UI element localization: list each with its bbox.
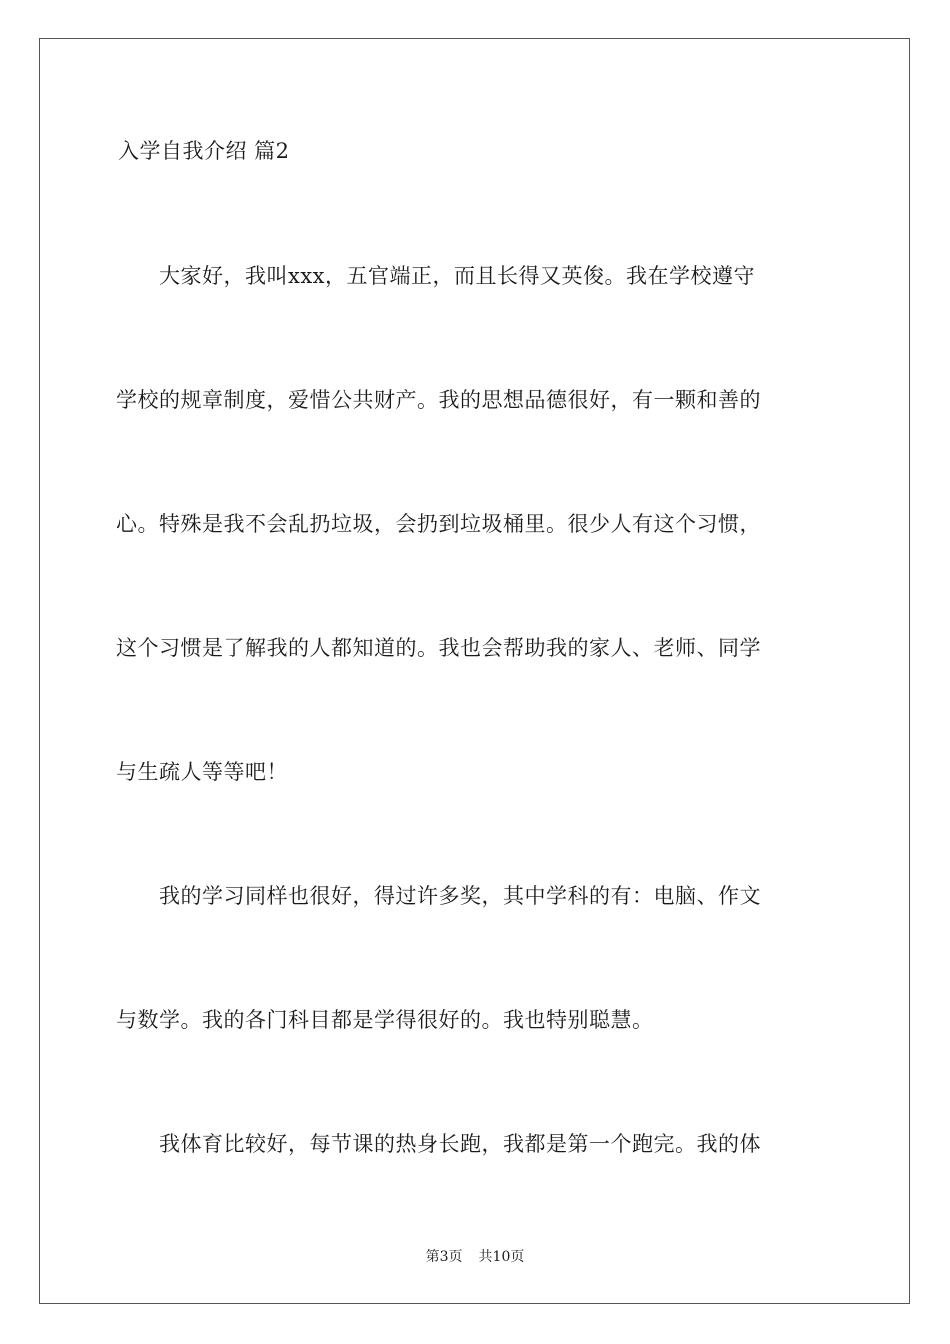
paragraph-line-2: 学校的规章制度，爱惜公共财产。我的思想品德很好，有一颗和善的: [116, 388, 761, 412]
paragraph-line-3: 心。特殊是我不会乱扔垃圾，会扔到垃圾桶里。很少人有这个习惯，: [116, 512, 761, 536]
page-number: 第3页: [425, 1249, 463, 1265]
paragraph-line-6: 我的学习同样也很好，得过许多奖，其中学科的有：电脑、作文: [116, 884, 761, 908]
page-total: 共10页: [478, 1249, 525, 1265]
paragraph-line-7: 与数学。我的各门科目都是学得很好的。我也特别聪慧。: [116, 1008, 654, 1032]
page-footer: [0, 1248, 950, 1266]
paragraph-line-5: 与生疏人等等吧！: [116, 760, 288, 784]
paragraph-line-1: 大家好，我叫xxx，五官端正，而且长得又英俊。我在学校遵守: [116, 264, 756, 288]
paragraph-line-4: 这个习惯是了解我的人都知道的。我也会帮助我的家人、老师、同学: [116, 636, 761, 660]
paragraph-line-8: 我体育比较好，每节课的热身长跑，我都是第一个跑完。我的体: [116, 1132, 761, 1156]
page-frame: [39, 38, 910, 1304]
document-title: 入学自我介绍 篇2: [118, 139, 290, 163]
